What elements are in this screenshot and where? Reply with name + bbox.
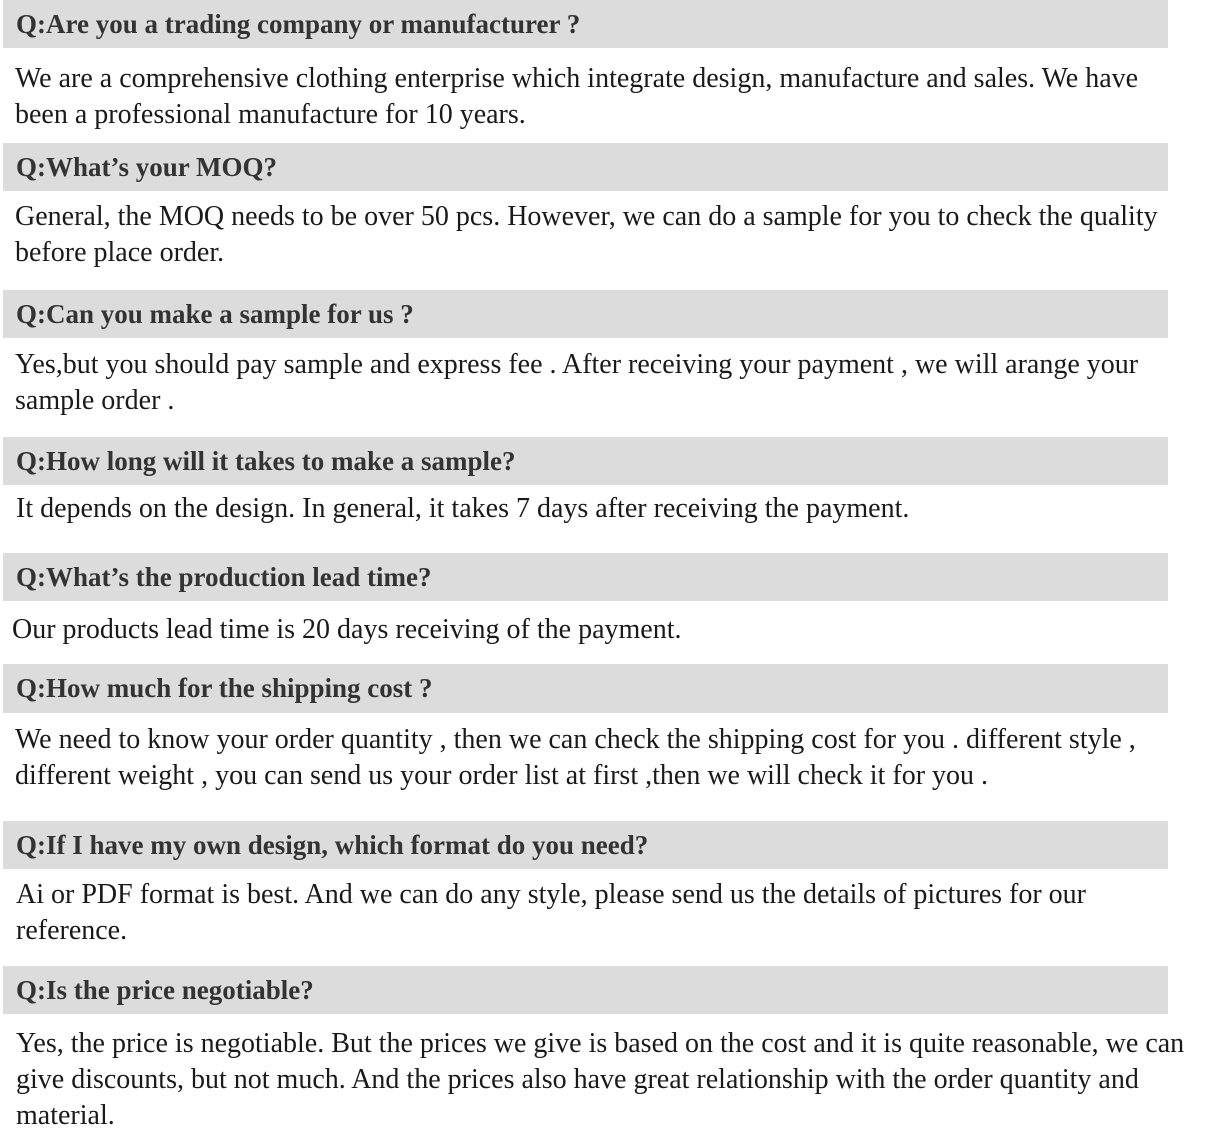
faq-question-price-negotiable: Q:Is the price negotiable? <box>3 966 1168 1014</box>
faq-question-lead-time: Q:What’s the production lead time? <box>3 553 1168 601</box>
faq-question-design-format: Q:If I have my own design, which format do you need? <box>3 821 1168 869</box>
faq-answer-trading-or-manufacturer: We are a comprehensive clothing enterprise which integrate design, manufacture and sales. We have been a professional manufacture for 10 years. <box>15 63 1139 130</box>
faq-question-trading-or-manufacturer: Q:Are you a trading company or manufacturer ? <box>3 0 1168 48</box>
faq-answer-sample: Yes,but you should pay sample and express fee . After receiving your payment , we will arange your sample order . <box>15 349 1139 416</box>
faq-question-sample: Q:Can you make a sample for us ? <box>3 290 1168 338</box>
faq-answer-moq: General, the MOQ needs to be over 50 pcs. However, we can do a sample for you to check the quality before place order. <box>15 201 1158 268</box>
faq-answer-shipping-cost: We need to know your order quantity , then we can check the shipping cost for you . different style , different weight , you can send us your order list at first ,then we will check it for you . <box>15 724 1136 791</box>
faq-answer-lead-time: Our products lead time is 20 days receiving of the payment. <box>12 614 682 645</box>
faq-answer-price-negotiable: Yes, the price is negotiable. But the prices we give is based on the cost and it is quite reasonable, we can give discounts, but not much. And the prices also have great relationship with the order quantity and material. <box>16 1028 1185 1131</box>
faq-question-moq: Q:What’s your MOQ? <box>3 143 1168 191</box>
faq-question-sample-time: Q:How long will it takes to make a sample? <box>3 437 1168 485</box>
faq-answer-design-format: Ai or PDF format is best. And we can do any style, please send us the details of pictures for our reference. <box>16 879 1087 946</box>
faq-question-shipping-cost: Q:How much for the shipping cost ? <box>3 664 1168 713</box>
faq-answer-sample-time: It depends on the design. In general, it takes 7 days after receiving the payment. <box>16 493 910 524</box>
